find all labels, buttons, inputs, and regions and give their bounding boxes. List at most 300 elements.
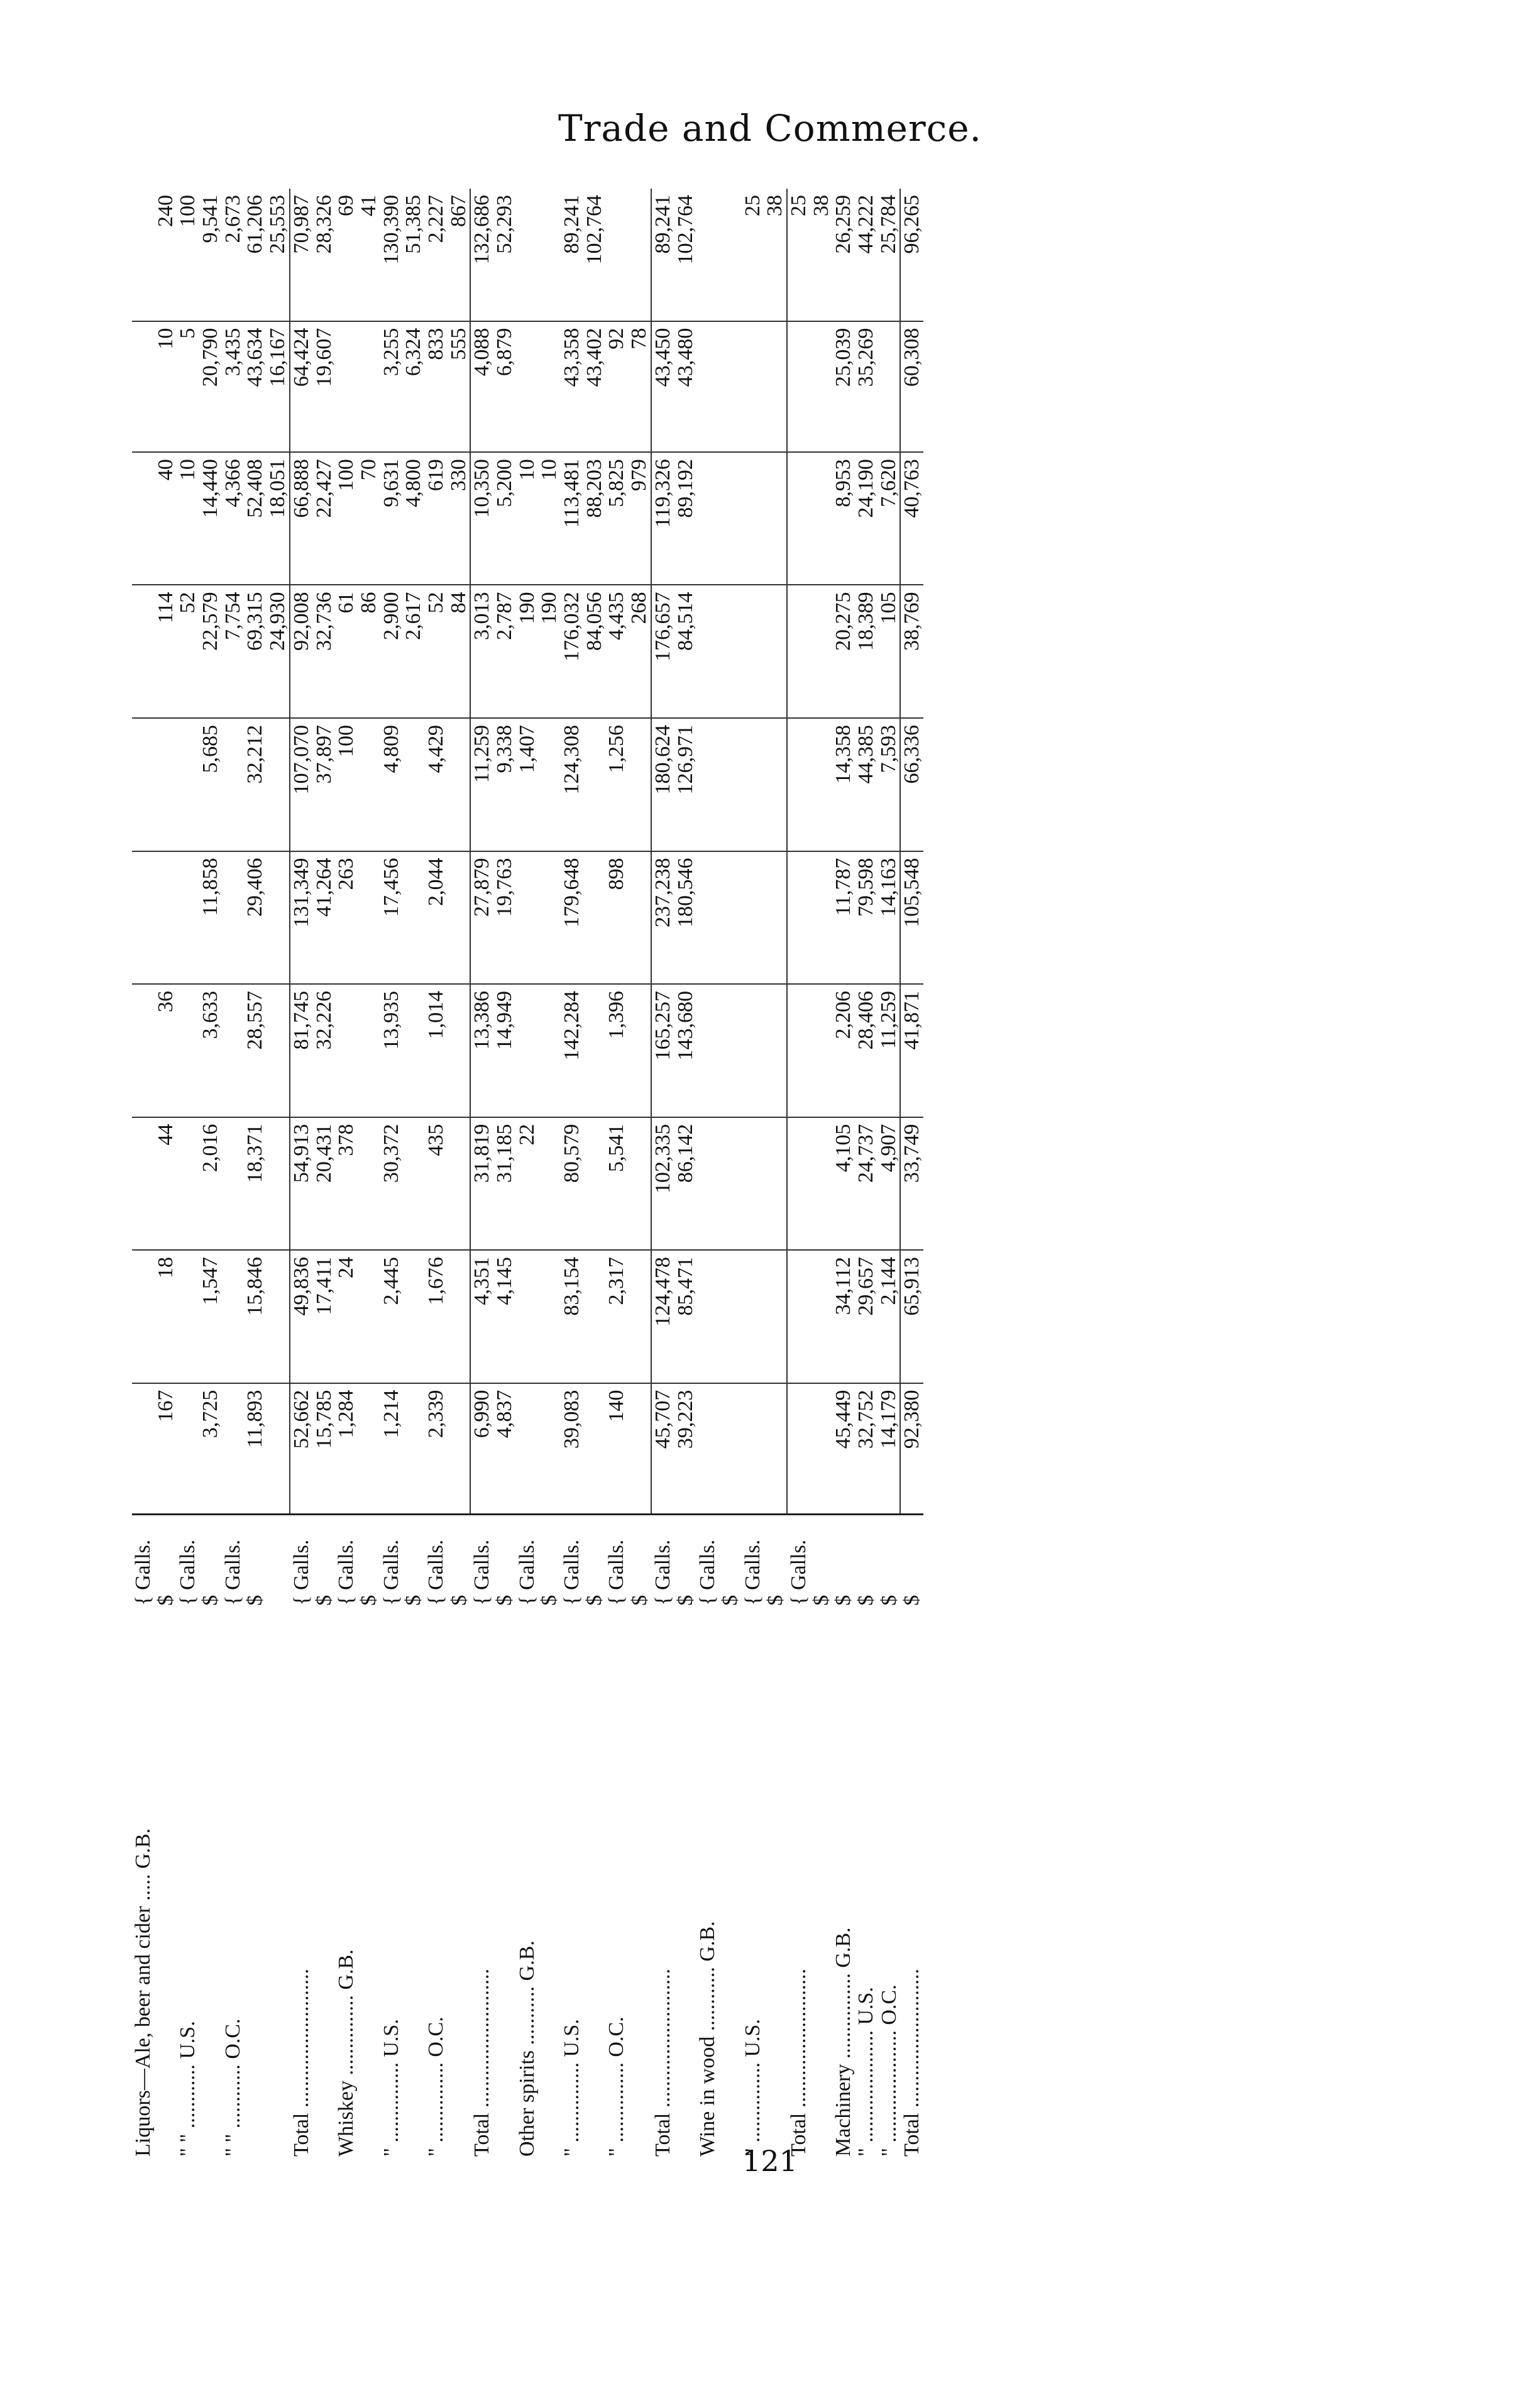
- table-cell: 2,044: [425, 851, 448, 985]
- row-unit: { Galls.: [696, 1539, 720, 1606]
- table-cell: [538, 984, 561, 1117]
- table-cell: [719, 1117, 742, 1251]
- table-row: [764, 189, 787, 2163]
- table-cell: [719, 718, 742, 851]
- table-cell: [810, 1250, 833, 1383]
- table-cell: 100: [335, 452, 358, 585]
- table-cell: 1,396: [605, 984, 628, 1117]
- table-cell: 54,913: [290, 1117, 313, 1251]
- table-cell: [222, 1383, 245, 1515]
- table-cell: 10,350: [470, 452, 493, 585]
- rotated-table-container: [132, 189, 1351, 2163]
- table-cell: [628, 851, 651, 985]
- table-row: [335, 189, 358, 2163]
- table-cell: 2,445: [380, 1250, 403, 1383]
- table-cell: 126,971: [674, 718, 697, 851]
- row-description: " ..................... O.C.: [877, 1984, 901, 2157]
- table-cell: [742, 1117, 764, 1251]
- table-row: [425, 189, 448, 2163]
- table-cell: [628, 1383, 651, 1515]
- table-cell: [516, 321, 539, 452]
- table-cell: [719, 321, 742, 452]
- table-cell: [358, 1250, 380, 1383]
- table-cell: [538, 718, 561, 851]
- table-cell: 124,308: [561, 718, 583, 851]
- table-cell: 70: [358, 452, 380, 585]
- table-cell: 81,745: [290, 984, 313, 1117]
- table-cell: 88,203: [583, 452, 606, 585]
- table-cell: 131,349: [290, 851, 313, 985]
- table-cell: [132, 1250, 155, 1383]
- row-description: [267, 1612, 290, 2163]
- table-cell: [583, 1383, 606, 1515]
- table-row: [787, 189, 810, 2163]
- row-unit: $: [673, 1594, 697, 1606]
- table-cell: 100: [177, 189, 199, 321]
- table-cell: 40,763: [900, 452, 923, 585]
- table-cell: 24,737: [855, 1117, 877, 1251]
- row-unit: { Galls.: [379, 1539, 403, 1606]
- table-cell: 85,471: [674, 1250, 697, 1383]
- row-unit: [267, 1515, 290, 1612]
- table-cell: 4,800: [402, 452, 425, 585]
- table-cell: 45,449: [832, 1383, 855, 1515]
- table-cell: 89,192: [674, 452, 697, 585]
- table-row: [222, 189, 245, 2163]
- table-cell: 9,631: [380, 452, 403, 585]
- table-cell: 143,680: [674, 984, 697, 1117]
- table-cell: [628, 1117, 651, 1251]
- row-description: Wine in wood ............ G.B.: [696, 1921, 720, 2157]
- row-unit: $: [243, 1594, 267, 1606]
- table-cell: 11,858: [199, 851, 222, 985]
- table-cell: 14,440: [199, 452, 222, 585]
- table-cell: [155, 851, 177, 985]
- table-cell: 240: [155, 189, 177, 321]
- table-cell: 20,431: [313, 1117, 336, 1251]
- table-cell: [628, 189, 651, 321]
- table-cell: 22,427: [313, 452, 336, 585]
- table-cell: [810, 718, 833, 851]
- row-description: " ............... U.S.: [740, 2019, 764, 2157]
- table-cell: 3,725: [199, 1383, 222, 1515]
- table-row: [696, 189, 719, 2163]
- table-cell: [583, 984, 606, 1117]
- table-cell: 2,016: [199, 1117, 222, 1251]
- table-cell: [132, 189, 155, 321]
- table-cell: 34,112: [832, 1250, 855, 1383]
- table-cell: 84: [448, 585, 471, 718]
- table-cell: 179,648: [561, 851, 583, 985]
- table-cell: 237,238: [651, 851, 674, 985]
- table-cell: 176,657: [651, 585, 674, 718]
- table-row: [855, 189, 877, 2163]
- row-description: " " ............ O.C.: [221, 2018, 245, 2157]
- row-description: Total ..........................: [900, 1969, 924, 2157]
- table-cell: 66,888: [290, 452, 313, 585]
- table-cell: 13,935: [380, 984, 403, 1117]
- row-description: [628, 1612, 651, 2163]
- table-cell: 190: [538, 585, 561, 718]
- table-row: [402, 189, 425, 2163]
- table-cell: [583, 851, 606, 985]
- table-cell: 10: [516, 452, 539, 585]
- table-cell: 107,070: [290, 718, 313, 851]
- table-cell: 6,990: [470, 1383, 493, 1515]
- table-cell: 35,269: [855, 321, 877, 452]
- table-cell: [810, 851, 833, 985]
- table-cell: 20,790: [199, 321, 222, 452]
- table-cell: 263: [335, 851, 358, 985]
- table-cell: 44: [155, 1117, 177, 1251]
- table-cell: 41,871: [900, 984, 923, 1117]
- table-cell: 2,787: [493, 585, 516, 718]
- table-cell: [132, 452, 155, 585]
- table-cell: 92: [605, 321, 628, 452]
- table-cell: [267, 1383, 290, 1515]
- row-unit: $: [537, 1594, 561, 1606]
- table-cell: 5,825: [605, 452, 628, 585]
- trade-table-body: [132, 189, 923, 2163]
- table-cell: [719, 585, 742, 718]
- table-cell: [132, 585, 155, 718]
- table-cell: [267, 718, 290, 851]
- table-cell: 66,336: [900, 718, 923, 851]
- row-description: " ............... U.S.: [379, 2019, 403, 2157]
- table-cell: [132, 984, 155, 1117]
- table-cell: 39,083: [561, 1383, 583, 1515]
- table-cell: 89,241: [561, 189, 583, 321]
- table-cell: 24: [335, 1250, 358, 1383]
- table-cell: 49,836: [290, 1250, 313, 1383]
- table-cell: [516, 851, 539, 985]
- table-cell: 7,754: [222, 585, 245, 718]
- table-cell: 7,620: [877, 452, 901, 585]
- table-cell: [742, 1383, 764, 1515]
- table-cell: [696, 984, 719, 1117]
- table-cell: 2,317: [605, 1250, 628, 1383]
- table-cell: 38: [764, 189, 787, 321]
- table-cell: 41,264: [313, 851, 336, 985]
- table-cell: 15,846: [244, 1250, 267, 1383]
- table-cell: 4,837: [493, 1383, 516, 1515]
- row-description: " ............... O.C.: [424, 2016, 448, 2157]
- table-cell: 27,879: [470, 851, 493, 985]
- row-description: [719, 1612, 742, 2163]
- table-cell: [132, 1117, 155, 1251]
- table-cell: 18,371: [244, 1117, 267, 1251]
- table-cell: 44,385: [855, 718, 877, 851]
- table-cell: 7,593: [877, 718, 901, 851]
- table-cell: 44,222: [855, 189, 877, 321]
- table-cell: [402, 1117, 425, 1251]
- row-unit: { Galls.: [424, 1539, 448, 1606]
- table-row: [674, 189, 697, 2163]
- row-description: [244, 1612, 267, 2163]
- table-row: [470, 189, 493, 2163]
- row-description: [538, 1612, 561, 2163]
- table-row: [358, 189, 380, 2163]
- table-cell: 11,787: [832, 851, 855, 985]
- table-row: [155, 189, 177, 2163]
- row-unit: $: [356, 1594, 380, 1606]
- table-cell: 26,259: [832, 189, 855, 321]
- table-cell: 40: [155, 452, 177, 585]
- table-cell: 13,386: [470, 984, 493, 1117]
- table-row: [561, 189, 583, 2163]
- table-cell: [764, 321, 787, 452]
- table-cell: 43,634: [244, 321, 267, 452]
- table-cell: [583, 1250, 606, 1383]
- table-row: [132, 189, 155, 2163]
- table-cell: 2,144: [877, 1250, 901, 1383]
- table-cell: 167: [155, 1383, 177, 1515]
- table-cell: [538, 851, 561, 985]
- table-cell: 190: [516, 585, 539, 718]
- table-cell: 14,179: [877, 1383, 901, 1515]
- table-cell: 867: [448, 189, 471, 321]
- table-cell: 80,579: [561, 1117, 583, 1251]
- row-unit: $: [854, 1594, 877, 1606]
- table-cell: [335, 984, 358, 1117]
- table-cell: 6,324: [402, 321, 425, 452]
- table-cell: [402, 1383, 425, 1515]
- page-title: Trade and Commerce.: [558, 107, 982, 150]
- table-cell: [787, 321, 810, 452]
- row-unit: $: [718, 1594, 742, 1606]
- table-cell: 41: [358, 189, 380, 321]
- table-cell: [742, 718, 764, 851]
- row-description: [358, 1612, 380, 2163]
- table-cell: [628, 1250, 651, 1383]
- table-cell: [538, 189, 561, 321]
- table-cell: [742, 1250, 764, 1383]
- table-cell: 60,308: [900, 321, 923, 452]
- row-unit: $: [900, 1594, 924, 1606]
- table-cell: 83,154: [561, 1250, 583, 1383]
- table-cell: [719, 1250, 742, 1383]
- table-cell: [764, 984, 787, 1117]
- row-description: " ............... O.C.: [605, 2016, 629, 2157]
- table-cell: [742, 585, 764, 718]
- table-cell: 378: [335, 1117, 358, 1251]
- table-cell: 17,411: [313, 1250, 336, 1383]
- row-unit: $: [628, 1594, 652, 1606]
- table-cell: 898: [605, 851, 628, 985]
- table-cell: [177, 1250, 199, 1383]
- table-cell: 180,624: [651, 718, 674, 851]
- table-cell: [358, 851, 380, 985]
- table-cell: 5: [177, 321, 199, 452]
- table-cell: 5,541: [605, 1117, 628, 1251]
- row-description: [674, 1612, 697, 2163]
- table-cell: 65,913: [900, 1250, 923, 1383]
- row-unit: $: [493, 1594, 516, 1606]
- table-cell: 2,617: [402, 585, 425, 718]
- table-cell: [516, 984, 539, 1117]
- table-cell: [719, 189, 742, 321]
- row-description: [810, 1612, 833, 2163]
- table-cell: 18,389: [855, 585, 877, 718]
- table-cell: 33,749: [900, 1117, 923, 1251]
- table-cell: [810, 1383, 833, 1515]
- table-cell: 84,056: [583, 585, 606, 718]
- table-cell: [358, 1117, 380, 1251]
- table-cell: 1,676: [425, 1250, 448, 1383]
- table-cell: [177, 1383, 199, 1515]
- table-cell: [267, 1117, 290, 1251]
- table-cell: 2,900: [380, 585, 403, 718]
- row-unit: $: [809, 1594, 833, 1606]
- row-description: Total ..........................: [289, 1969, 313, 2157]
- table-cell: 25,784: [877, 189, 901, 321]
- table-cell: [742, 321, 764, 452]
- row-unit: $: [402, 1594, 426, 1606]
- table-row: [651, 189, 674, 2163]
- table-cell: [810, 1117, 833, 1251]
- table-row: [380, 189, 403, 2163]
- table-cell: 25: [742, 189, 764, 321]
- table-cell: [787, 1117, 810, 1251]
- table-cell: 2,206: [832, 984, 855, 1117]
- table-cell: [696, 1383, 719, 1515]
- table-cell: 52,662: [290, 1383, 313, 1515]
- row-unit: { Galls.: [470, 1539, 494, 1606]
- table-cell: [402, 851, 425, 985]
- table-row: [605, 189, 628, 2163]
- table-cell: [267, 1250, 290, 1383]
- row-unit: $: [764, 1594, 788, 1606]
- table-cell: 28,557: [244, 984, 267, 1117]
- table-cell: 89,241: [651, 189, 674, 321]
- table-cell: 3,255: [380, 321, 403, 452]
- table-cell: [787, 585, 810, 718]
- row-description: Total ..........................: [786, 1969, 810, 2157]
- table-cell: [448, 718, 471, 851]
- table-cell: 32,226: [313, 984, 336, 1117]
- table-cell: 2,227: [425, 189, 448, 321]
- table-cell: [696, 718, 719, 851]
- table-cell: 78: [628, 321, 651, 452]
- table-cell: 10: [155, 321, 177, 452]
- table-cell: 92,008: [290, 585, 313, 718]
- table-cell: 979: [628, 452, 651, 585]
- table-cell: [177, 984, 199, 1117]
- table-cell: 96,265: [900, 189, 923, 321]
- table-cell: [222, 851, 245, 985]
- table-cell: 114: [155, 585, 177, 718]
- table-cell: 86: [358, 585, 380, 718]
- table-cell: 28,406: [855, 984, 877, 1117]
- table-cell: 132,686: [470, 189, 493, 321]
- table-cell: [787, 851, 810, 985]
- row-unit: $: [832, 1594, 855, 1606]
- row-description: " ............... U.S.: [560, 2019, 584, 2157]
- table-cell: [448, 984, 471, 1117]
- table-cell: 4,366: [222, 452, 245, 585]
- row-unit: { Galls.: [560, 1539, 584, 1606]
- table-cell: [696, 851, 719, 985]
- row-description: " ..................... U.S.: [854, 1987, 877, 2157]
- table-cell: [177, 851, 199, 985]
- table-cell: 4,435: [605, 585, 628, 718]
- table-cell: 11,259: [877, 984, 901, 1117]
- table-cell: 1,407: [516, 718, 539, 851]
- table-cell: [177, 1117, 199, 1251]
- row-description: [402, 1612, 425, 2163]
- table-cell: [719, 452, 742, 585]
- table-cell: 1,014: [425, 984, 448, 1117]
- table-cell: 14,949: [493, 984, 516, 1117]
- table-row: [177, 189, 199, 2163]
- table-row: [877, 189, 901, 2163]
- table-cell: [877, 321, 901, 452]
- table-cell: 4,145: [493, 1250, 516, 1383]
- table-cell: 10: [538, 452, 561, 585]
- table-cell: [402, 718, 425, 851]
- table-cell: 45,707: [651, 1383, 674, 1515]
- table-cell: [787, 984, 810, 1117]
- table-cell: [538, 1250, 561, 1383]
- table-cell: 4,088: [470, 321, 493, 452]
- table-cell: 19,607: [313, 321, 336, 452]
- table-cell: 113,481: [561, 452, 583, 585]
- table-cell: [222, 1117, 245, 1251]
- table-cell: 102,764: [674, 189, 697, 321]
- table-cell: [810, 321, 833, 452]
- table-row: [628, 189, 651, 2163]
- row-description: Other spirits ........... G.B.: [515, 1940, 539, 2157]
- table-cell: 4,351: [470, 1250, 493, 1383]
- row-description: [155, 1612, 177, 2163]
- row-description: [583, 1612, 606, 2163]
- table-cell: 22,579: [199, 585, 222, 718]
- table-cell: 5,200: [493, 452, 516, 585]
- table-cell: 69: [335, 189, 358, 321]
- table-cell: [448, 1250, 471, 1383]
- table-row: [290, 189, 313, 2163]
- table-row: [900, 189, 923, 2163]
- table-cell: 84,514: [674, 585, 697, 718]
- table-cell: 64,424: [290, 321, 313, 452]
- table-cell: [448, 1383, 471, 1515]
- table-cell: 435: [425, 1117, 448, 1251]
- table-cell: [719, 851, 742, 985]
- table-cell: 79,598: [855, 851, 877, 985]
- table-cell: 8,953: [832, 452, 855, 585]
- table-cell: 180,546: [674, 851, 697, 985]
- table-cell: 15,785: [313, 1383, 336, 1515]
- table-cell: [222, 718, 245, 851]
- table-cell: [696, 321, 719, 452]
- table-cell: [764, 1383, 787, 1515]
- table-cell: 32,212: [244, 718, 267, 851]
- table-cell: [402, 984, 425, 1117]
- table-cell: 31,185: [493, 1117, 516, 1251]
- table-cell: 86,142: [674, 1117, 697, 1251]
- table-cell: 14,163: [877, 851, 901, 985]
- table-cell: 4,809: [380, 718, 403, 851]
- row-description: [313, 1612, 336, 2163]
- table-cell: 619: [425, 452, 448, 585]
- table-cell: 105,548: [900, 851, 923, 985]
- table-cell: 2,339: [425, 1383, 448, 1515]
- table-row: [493, 189, 516, 2163]
- table-cell: 16,167: [267, 321, 290, 452]
- table-cell: 4,429: [425, 718, 448, 851]
- table-cell: [696, 1117, 719, 1251]
- table-cell: 3,435: [222, 321, 245, 452]
